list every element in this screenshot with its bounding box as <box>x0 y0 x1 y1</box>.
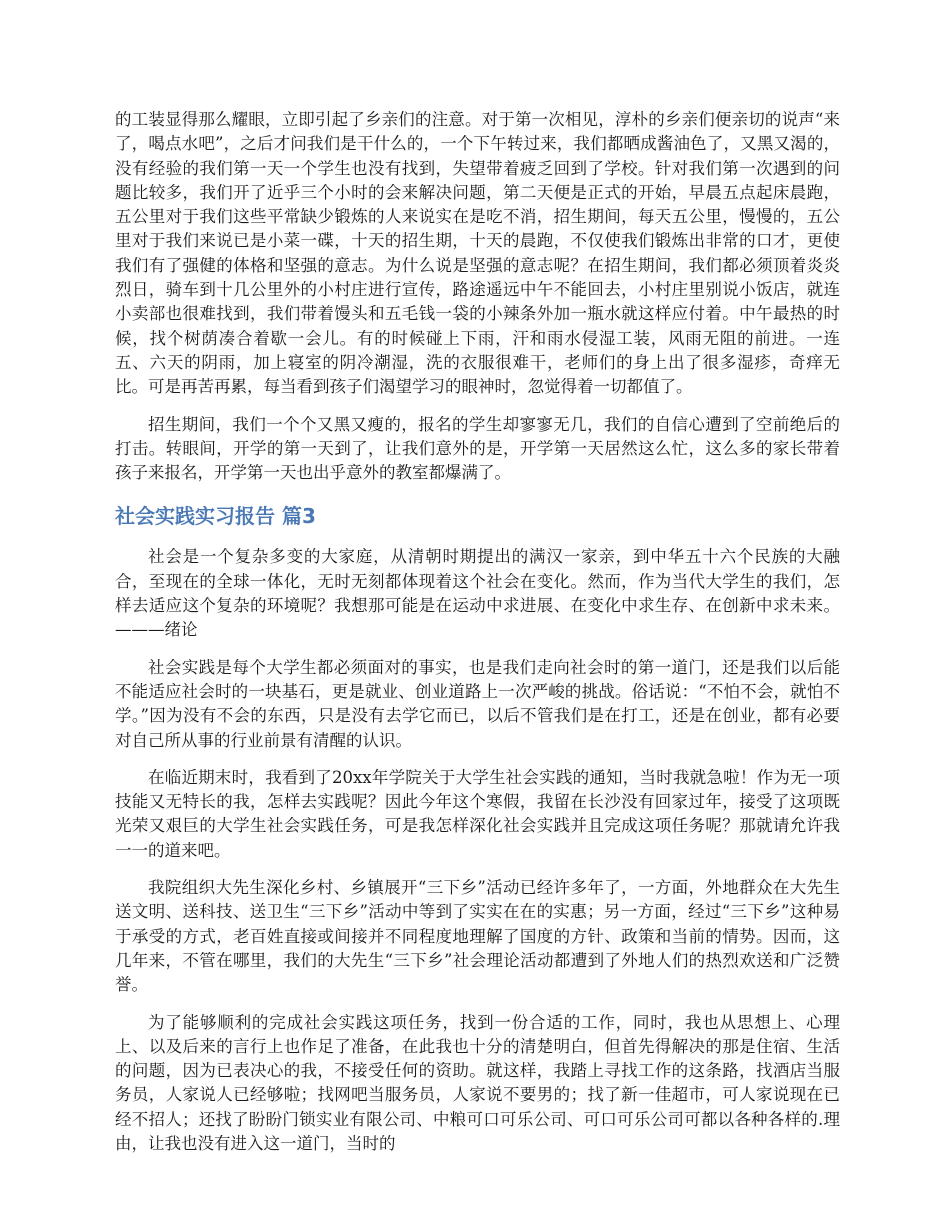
document-page <box>115 108 840 1169</box>
paragraph: 招生期间，我们一个个又黑又瘦的，报名的学生却寥寥无几，我们的自信心遭到了空前绝后的打击。转眼间，开学的第一天到了，让我们意外的是，开学第一天居然这么忙，这么多的家长带着孩子来报名，开学第一天也出乎意外的教室都爆满了。 <box>115 414 840 483</box>
paragraph: 在临近期末时，我看到了20xx年学院关于大学生社会实践的通知，当时我就急啦！作为无一项技能又无特长的我，怎样去实践呢？因此今年这个寒假，我留在长沙没有回家过年，接受了这项既光荣又艰巨的大学生社会实践任务，可是我怎样深化社会实践并且完成这项任务呢？那就请允许我一一的道来吧。 <box>115 767 840 860</box>
paragraph: 社会是一个复杂多变的大家庭，从清朝时期提出的满汉一家亲，到中华五十六个民族的大融合，至现在的全球一体化，无时无刻都体现着这个社会在变化。然而，作为当代大学生的我们，怎样去适应这个复杂的环境呢？我想那可能是在运动中求进展、在变化中求生存、在创新中求未来。———绪论 <box>115 547 840 640</box>
section-heading: 社会实践实习报告 篇3 <box>115 504 316 529</box>
paragraph-continued: 的工装显得那么耀眼，立即引起了乡亲们的注意。对于第一次相见，淳朴的乡亲们便亲切的说声“来了，喝点水吧”，之后才问我们是干什么的，一个下午转过来，我们都晒成酱油色了，又黑又渴的，没有经验的我们第一天一个学生也没有找到，失望带着疲乏回到了学校。针对我们第一次遇到的问题比较多，我们开了近乎三个小时的会来解决问题，第二天便是正式的开始，早晨五点起床晨跑，五公里对于我们这些平常缺少锻炼的人来说实在是吃不消，招生期间，每天五公里，慢慢的，五公里对于我们来说已是小菜一碟，十天的招生期，十天的晨跑，不仅使我们锻炼出非常的口才，更使我们有了强健的体格和坚强的意志。为什么说是坚强的意志呢？在招生期间，我们都必须顶着炎炎烈日，骑车到十几公里外的小村庄进行宣传，路途遥远中午不能回去，小村庄里别说小饭店，就连小卖部也很难找到，我们带着馒头和五毛钱一袋的小辣条外加一瓶水就这样应付着。中午最热的时候，找个树荫凑合着歇一会儿。有的时候碰上下雨，汗和雨水侵湿工装，风雨无阻的前进。一连五、六天的阴雨，加上寝室的阴冷潮湿，洗的衣服很难干，老师们的身上出了很多湿疹，奇痒无比。可是再苦再累，每当看到孩子们渴望学习的眼神时，忽觉得着一切都值了。 <box>115 110 840 397</box>
paragraph: 为了能够顺利的完成社会实践这项任务，找到一份合适的工作，同时，我也从思想上、心理上、以及后来的言行上也作足了准备，在此我也十分的清楚明白，但首先得解决的那是住宿、生活的问题，因为已表决心的我，不接受任何的资助。就这样，我踏上寻找工作的这条路，找酒店当服务员，人家说人已经够啦；找网吧当服务员，人家说不要男的；找了新一佳超市，可人家说现在已经不招人；还找了盼盼门锁实业有限公司、中粮可口可乐公司、可口可乐公司可都以各种各样的.理由，让我也没有进入这一道门，当时的 <box>115 1012 840 1153</box>
paragraph: 社会实践是每个大学生都必须面对的事实，也是我们走向社会时的第一道门，还是我们以后能不能适应社会时的一块基石，更是就业、创业道路上一次严峻的挑战。俗话说：“不怕不会，就怕不学。”因为没有不会的东西，只是没有去学它而已，以后不管我们是在打工，还是在创业，都有必要对自己所从事的行业前景有清醒的认识。 <box>115 657 840 750</box>
paragraph: 我院组织大先生深化乡村、乡镇展开“三下乡”活动已经许多年了，一方面，外地群众在大先生送文明、送科技、送卫生“三下乡”活动中等到了实实在在的实惠；另一方面，经过“三下乡”这种易于承受的方式，老百姓直接或间接并不同程度地理解了国度的方针、政策和当前的情势。因而，这几年来，不管在哪里，我们的大先生“三下乡”社会理论活动都遭到了外地人们的热烈欢送和广泛赞誉。 <box>115 878 840 995</box>
